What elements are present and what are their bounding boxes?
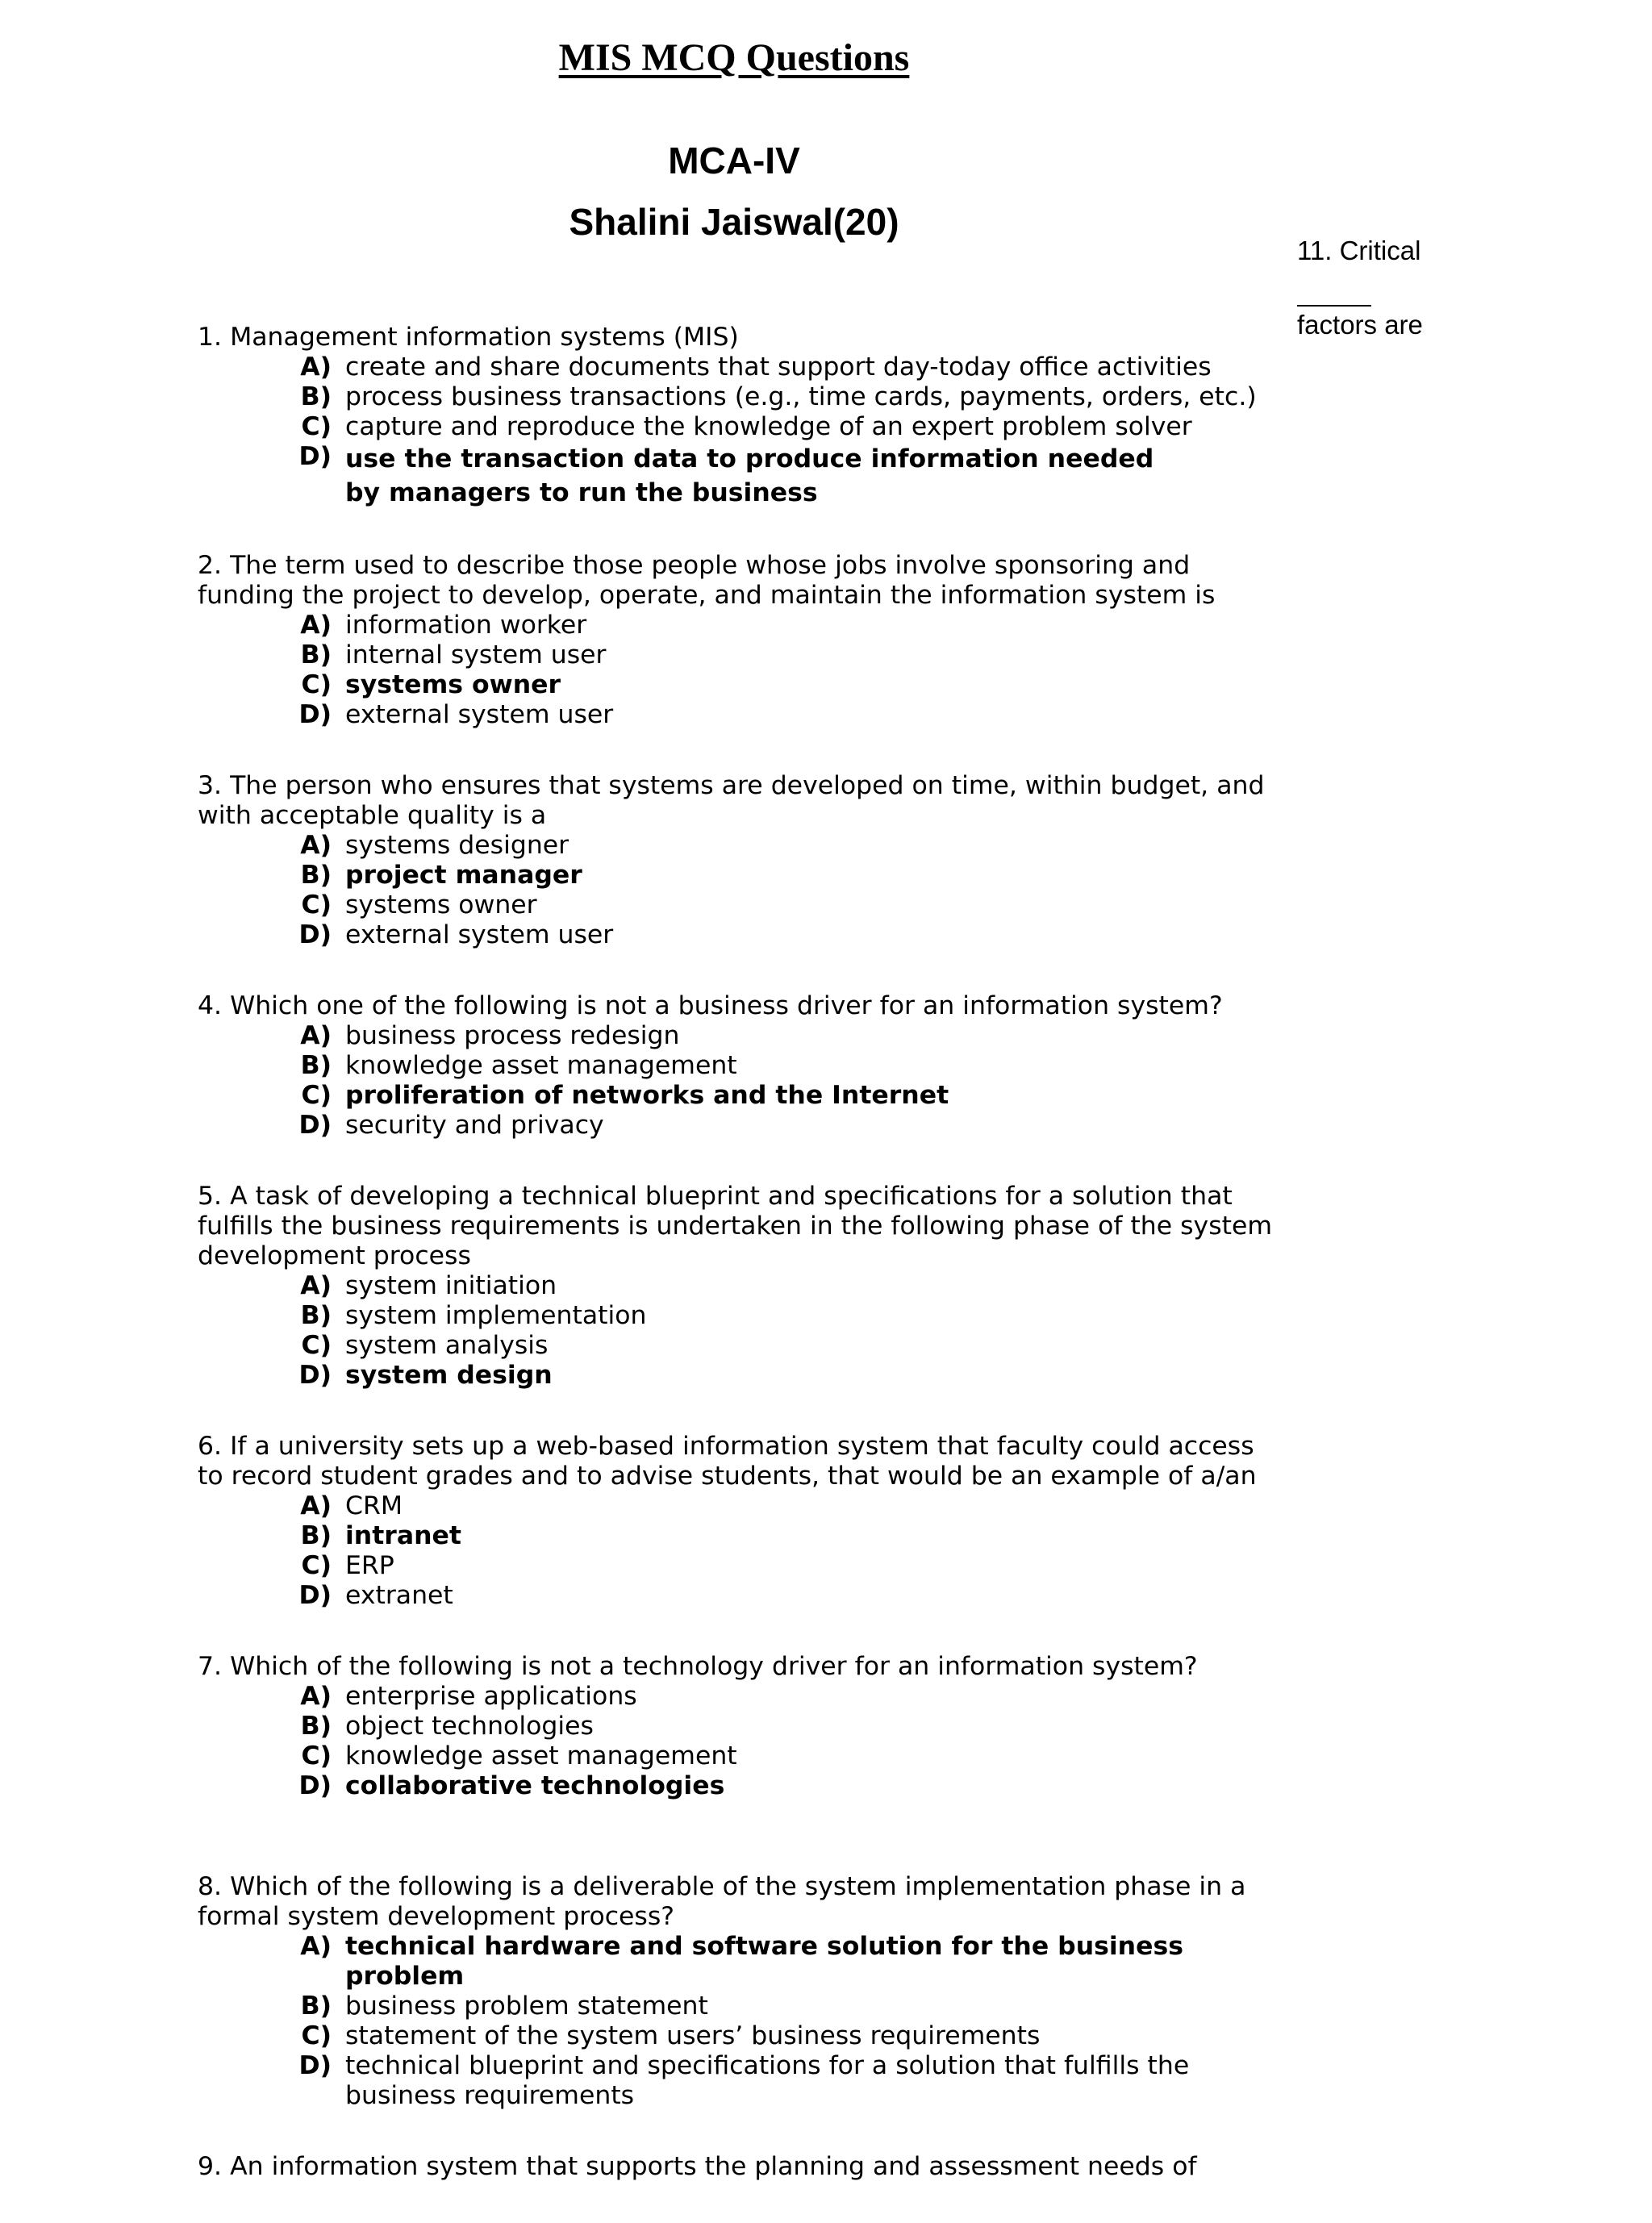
option-text: business problem statement <box>345 1992 708 2021</box>
option-letter: C) <box>301 890 332 920</box>
option-a <box>278 1682 1287 1712</box>
option-text: information worker <box>345 611 587 640</box>
option-text: external system user <box>345 700 614 729</box>
option-letter: D) <box>298 1361 332 1390</box>
option-d <box>278 700 1287 730</box>
option-b-correct <box>278 861 1287 890</box>
option-c <box>278 412 1287 442</box>
option-a <box>278 831 1287 861</box>
option-text: statement of the system users’ business requirements <box>345 2021 1041 2050</box>
option-text: systems designer <box>345 831 569 860</box>
option-letter: B) <box>300 382 332 411</box>
option-b <box>278 1301 1287 1331</box>
option-letter: D) <box>298 442 332 471</box>
option-letter: B) <box>300 640 332 669</box>
option-text: knowledge asset management <box>345 1741 737 1770</box>
option-text: technical blueprint and specifications for a solution that fulfills the business requirements <box>345 2051 1190 2110</box>
course-heading: MCA-IV <box>668 140 800 181</box>
question-text: 8. Which of the following is a deliverable of the system implementation phase in a formal system development process? <box>198 1872 1246 1931</box>
side-note-line: 11. Critical <box>1297 236 1421 265</box>
option-text: system analysis <box>345 1331 549 1360</box>
option-text: process business transactions (e.g., time cards, payments, orders, etc.) <box>345 382 1257 411</box>
option-c-correct <box>278 670 1287 700</box>
option-text: system design <box>345 1361 553 1390</box>
option-letter: A) <box>300 611 332 640</box>
option-letter: C) <box>301 1081 332 1110</box>
option-letter: D) <box>298 920 332 949</box>
option-letter: D) <box>298 1111 332 1140</box>
option-d <box>278 2051 1287 2111</box>
option-b <box>278 1051 1287 1081</box>
option-letter: A) <box>300 1682 332 1711</box>
option-b <box>278 640 1287 670</box>
question-text: 7. Which of the following is not a technology driver for an information system? <box>198 1652 1198 1681</box>
option-text: external system user <box>345 920 614 949</box>
side-note-line: factors are <box>1297 310 1423 340</box>
option-d <box>278 920 1287 950</box>
option-c <box>278 1551 1287 1581</box>
option-text: security and privacy <box>345 1111 604 1140</box>
question-8 <box>198 1872 1287 2111</box>
option-list <box>198 1491 1287 1611</box>
option-letter: B) <box>300 1301 332 1330</box>
question-3 <box>198 771 1287 950</box>
question-text: 5. A task of developing a technical blueprint and specifications for a solution that fulfills the business requirements is undertaken in the following phase of the system development process <box>198 1182 1273 1270</box>
question-text: 6. If a university sets up a web-based information system that faculty could access to record student grades and to advise students, that would be an example of a/an <box>198 1432 1257 1491</box>
option-letter: D) <box>298 1581 332 1610</box>
option-text: technical hardware and software solution for the business problem <box>345 1932 1183 1991</box>
option-list <box>198 611 1287 730</box>
option-letter: B) <box>300 1992 332 2021</box>
option-text: ERP <box>345 1551 394 1580</box>
option-letter: C) <box>301 2021 332 2050</box>
option-text: intranet <box>345 1521 461 1550</box>
option-list <box>198 1271 1287 1391</box>
option-a <box>278 1491 1287 1521</box>
option-a <box>278 1021 1287 1051</box>
option-letter: B) <box>300 1712 332 1741</box>
option-a <box>278 352 1287 382</box>
option-c <box>278 1331 1287 1361</box>
option-letter: A) <box>300 1021 332 1050</box>
option-d-correct <box>278 1361 1287 1391</box>
option-list <box>198 831 1287 950</box>
option-b <box>278 1992 1287 2021</box>
option-letter: D) <box>298 2051 332 2080</box>
option-text: enterprise applications <box>345 1682 637 1711</box>
question-text: 1. Management information systems (MIS) <box>198 323 739 352</box>
question-6 <box>198 1432 1287 1611</box>
option-text: use the transaction data to produce information needed by managers to run the business <box>345 444 1154 507</box>
option-letter: A) <box>300 831 332 860</box>
option-a <box>278 611 1287 640</box>
option-text: system implementation <box>345 1301 647 1330</box>
option-text: systems owner <box>345 670 561 699</box>
question-text: 4. Which one of the following is not a business driver for an information system? <box>198 991 1223 1020</box>
option-text: create and share documents that support day-today office activities <box>345 352 1212 382</box>
question-4 <box>198 991 1287 1141</box>
question-text: 2. The term used to describe those people whose jobs involve sponsoring and funding the project to develop, operate, and maintain the information system is <box>198 551 1216 610</box>
option-text: project manager <box>345 861 582 890</box>
question-text: 9. An information system that supports the planning and assessment needs of <box>198 2152 1197 2181</box>
option-letter: B) <box>300 1051 332 1080</box>
option-text: capture and reproduce the knowledge of an expert problem solver <box>345 412 1192 441</box>
option-letter: A) <box>300 352 332 382</box>
option-text: extranet <box>345 1581 453 1610</box>
option-letter: B) <box>300 861 332 890</box>
option-text: knowledge asset management <box>345 1051 737 1080</box>
option-d-correct <box>278 442 1287 510</box>
option-a-correct <box>278 1932 1287 1992</box>
option-letter: D) <box>298 1771 332 1800</box>
question-9 <box>198 2152 1287 2182</box>
option-text: CRM <box>345 1491 403 1520</box>
option-text: internal system user <box>345 640 607 669</box>
side-note <box>1297 232 1423 343</box>
option-text: systems owner <box>345 890 537 920</box>
option-list <box>198 1021 1287 1141</box>
option-a <box>278 1271 1287 1301</box>
option-c-correct <box>278 1081 1287 1111</box>
option-list <box>198 352 1287 510</box>
question-text: 3. The person who ensures that systems are developed on time, within budget, and with acceptable quality is a <box>198 771 1265 830</box>
option-letter: A) <box>300 1932 332 1961</box>
option-text: proliferation of networks and the Internet <box>345 1081 949 1110</box>
question-7 <box>198 1652 1287 1801</box>
option-c <box>278 2021 1287 2051</box>
option-b-correct <box>278 1521 1287 1551</box>
document-title: MIS MCQ Questions <box>558 36 910 79</box>
question-5 <box>198 1182 1287 1391</box>
option-letter: A) <box>300 1271 332 1300</box>
option-list <box>198 1682 1287 1801</box>
question-2 <box>198 551 1287 730</box>
option-text: business process redesign <box>345 1021 680 1050</box>
author-heading: Shalini Jaiswal(20) <box>569 201 899 243</box>
option-letter: C) <box>301 1551 332 1580</box>
option-c <box>278 890 1287 920</box>
option-d-correct <box>278 1771 1287 1801</box>
option-d <box>278 1581 1287 1611</box>
question-1 <box>198 323 1287 510</box>
option-letter: C) <box>301 670 332 699</box>
option-text: system initiation <box>345 1271 557 1300</box>
option-b <box>278 382 1287 412</box>
option-letter: C) <box>301 1331 332 1360</box>
option-letter: C) <box>301 412 332 441</box>
option-letter: C) <box>301 1741 332 1770</box>
option-letter: B) <box>300 1521 332 1550</box>
option-letter: D) <box>298 700 332 729</box>
option-text: object technologies <box>345 1712 594 1741</box>
option-letter: A) <box>300 1491 332 1520</box>
option-d <box>278 1111 1287 1141</box>
option-c <box>278 1741 1287 1771</box>
side-note-blank <box>1297 269 1371 307</box>
question-list <box>198 323 1287 2223</box>
option-list <box>198 1932 1287 2111</box>
option-text: collaborative technologies <box>345 1771 725 1800</box>
option-b <box>278 1712 1287 1741</box>
